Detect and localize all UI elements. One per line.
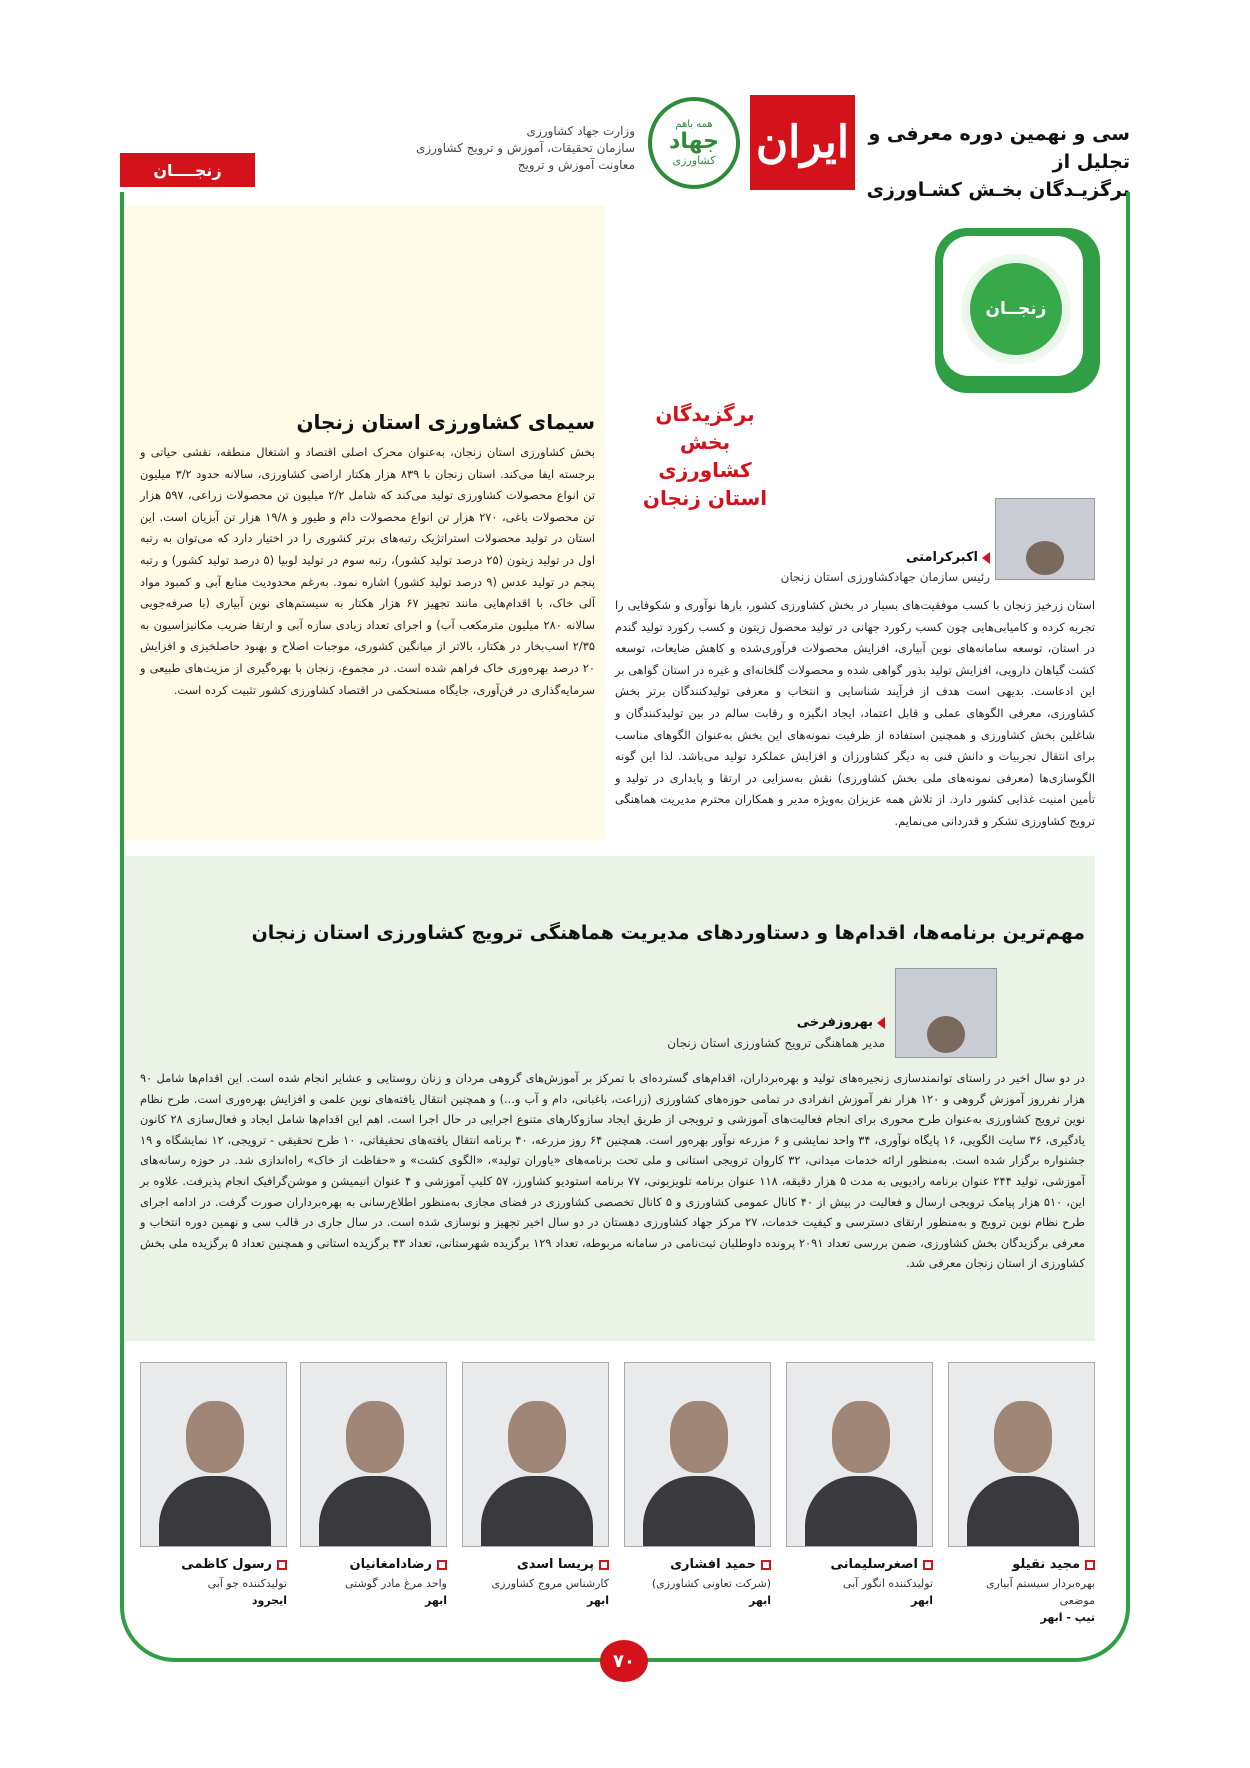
badge-label: زنجــان [970,263,1062,355]
checkbox-icon [761,1560,771,1570]
checkbox-icon [277,1560,287,1570]
winner-city: ابهر [586,1594,609,1607]
winner-card [140,1362,287,1609]
ministry-block [405,123,635,174]
ministry-line3: معاونت آموزش و ترویج [517,158,635,172]
checkbox-icon [437,1560,447,1570]
marker-icon [877,1017,885,1029]
winner-name: رسول کاظمی [140,1557,287,1572]
winner-city: ابهر [424,1594,447,1607]
feature-title-line3: استان زنجان [642,486,768,510]
checkbox-icon [1085,1560,1095,1570]
feature-title-line2: بخش کشاورزی [658,430,752,482]
person1-text: استان زرخیز زنجان با کسب موفقیت‌های بسیار در بخش کشاورزی کشور، بارها نوآوری و شکوفایی را تجربه کرده و کامیابی‌هایی چون کسب رکورد جهانی در تولید محصول زیتون و کسب رکورد تولید گندم در استان، توسعه سامانه‌های نوین آبیاری، افزایش محصولات فرآوری‌شده و کاهش ضایعات، توسعه کشت گیاهان دارویی، افزایش تولید بذور گواهی شده و محصولات گلخانه‌ای و غیره در استان گواهی بر این ادعاست. بدیهی است هدف از فرآیند شناسایی و انتخاب و معرفی تولیدکنندگان برتر بخش کشاورزی، معرفی الگوهای عملی و قابل اعتماد، ایجاد انگیزه و رقابت سالم در بین تولیدکنندگان و شاغلین بخش کشاورزی و همچنین استفاده از ظرفیت نمونه‌های این بخش به‌عنوان الگوهای مناسب برای انتقال تجربیات و دانش فنی به دیگر کشاورزان و افزایش عملکرد تولید می‌باشد. لذا این گونه الگوسازی‌ها (معرفی نمونه‌های ملی بخش کشاورزی) نقش به‌سزایی در ارتقا و پایداری در تولید و تأمین امنیت غذایی کشور دارد. از تلاش همه عزیزان به‌ویژه مدیر و همکاران محترم مدیریت هماهنگی ترویج کشاورزی تشکر و قدردانی می‌نمایم. [615,598,1095,828]
person2-name: بهروزفرخی [700,1015,885,1030]
winner-desc: بهره‌بردار سیستم آبیاری موضعی [985,1577,1095,1607]
winner-name: رضادامغانیان [300,1557,447,1572]
person1-photo [995,498,1095,580]
winner-photo [300,1362,447,1547]
page-number: ۷۰ [600,1640,648,1682]
jahad-logo-bot: کشاورزی [672,154,716,167]
winner-photo [948,1362,1095,1547]
winner-city: ابهر [910,1594,933,1607]
winner-name: حمید افشاری [624,1557,771,1572]
iran-logo: ایران [750,95,855,190]
winner-name: پریسا اسدی [462,1557,609,1572]
winner-name: اصغرسلیمانی [786,1557,933,1572]
person1-name: اکبرکرامتی [820,550,990,565]
feature-title-line1: برگزیدگان [655,402,755,426]
winner-desc: کارشناس مروج کشاورزی [491,1577,609,1590]
winner-photo [624,1362,771,1547]
winner-card [786,1362,933,1609]
winner-card [948,1362,1095,1626]
winner-card [300,1362,447,1609]
winner-desc: واحد مرغ مادر گوشتی [344,1577,447,1590]
winner-name: مجید نقیلو [948,1557,1095,1572]
person2-role: مدیر هماهنگی ترویج کشاورزی استان زنجان [667,1036,885,1050]
page-header [120,95,1130,200]
band-text: در دو سال اخیر در راستای توانمندسازی زنجیره‌های تولید و بهره‌برداران، اقدام‌های گسترده‌ای با تمرکز بر آموزش‌های گروهی مردان و زنان روستایی و عشایر انجام شده است. این اقدام‌ها شامل ۹۰ هزار نفرروز آموزش گروهی و ۱۲۰ هزار نفر آموزش انفرادی در تمامی حوزه‌های کشاورزی (زراعت، باغبانی، دام و آب و...) و همچنین انتقال یافته‌های نوین علمی و افزایش بهره‌وری است. طرح نظام نوین ترویج کشاورزی به‌عنوان طرح محوری برای انجام فعالیت‌های آموزشی و ترویجی از طریق ایجاد سازوکارهای متنوع اجرایی در حال اجرا است. اهم این اقدام‌ها شامل ایجاد و فعال‌سازی ۲۸ کانون یادگیری، ۳۶ سایت الگویی، ۱۶ پایگاه نوآوری، ۳۴ واحد نمایشی و ۶ مزرعه نوآور بهره‌ور است. همچنین ۶۴ روز مزرعه، ۴۰ برنامه انتقال یافته‌های تحقیقاتی، ۱۰ طرح تحقیقی - ترویجی، ۱۲ نمایشگاه و ۱۹ جشنواره برگزار شده است. به‌منظور ارائه خدمات میدانی، ۳۲ کاروان ترویجی استانی و ملی تحت برنامه‌های «یاوران تولید»، «الگوی کشت» و «حفاظت از خاک» راه‌اندازی شد. در حوزه رسانه‌های آموزشی، تولید ۲۴۴ عنوان برنامه رادیویی به مدت ۵ هزار دقیقه، ۱۱۸ عنوان برنامه تلویزیونی، ۷۷ برنامه استودیو کشاورز، ۵۷ کلیپ آموزشی و ۴ عنوان انیمیشن و موشن‌گرافیک انجام پذیرفت. علاوه بر این، ۵۱۰ هزار پیامک ترویجی ارسال و فعالیت در بیش از ۴۰ کانال عمومی کشاورزی و ۵ کانال تخصصی کشاورزی در فضای مجازی به‌منظور اطلاع‌رسانی به بهره‌برداران صورت گرفت. در ادامه اجرای طرح نظام نوین ترویج و به‌منظور ارتقای دسترسی و کیفیت خدمات، ۲۷ مرکز جهاد کشاورزی دهستان در دو سال اخیر تجهیز و نوسازی شده است. در سال جاری در قالب سی و نهمین دوره انتخاب و معرفی برگزیدگان بخش کشاورزی، ضمن بررسی تعداد ۲۰۹۱ پرونده داوطلبان ثبت‌نامی در سامانه مربوطه، تعداد ۱۲۹ برگزیده شهرستانی، تعداد ۴۳ برگزیده استانی و همچنین تعداد ۵ برگزیده ملی بخش کشاورزی از استان زنجان معرفی شد. [140,1071,1086,1271]
winner-desc: تولیدکننده جو آبی [207,1577,287,1590]
ministry-line2: سازمان تحقیقات، آموزش و ترویج کشاورزی [415,141,635,155]
jahad-logo-mid: جهاد [669,129,719,154]
ministry-line1: وزارت جهاد کشاورزی [526,124,635,138]
checkbox-icon [599,1560,609,1570]
marker-icon [982,552,990,564]
winner-city: ایجرود [251,1594,287,1607]
winner-city: تیپ - ابهر [1040,1611,1095,1624]
jahad-logo-top: همه باهم [675,119,713,130]
checkbox-icon [923,1560,933,1570]
winner-photo [140,1362,287,1547]
province-badge [935,228,1100,393]
winner-desc: (شرکت تعاونی کشاورزی) [651,1577,771,1590]
person2-photo [895,968,997,1058]
header-title-line2: برگزیـدگان بخـش کشـاورزی [866,179,1130,201]
sima-title: سیمای کشاورزی استان زنجان [296,410,595,434]
winner-desc: تولیدکننده انگور آبی [842,1577,933,1590]
band-title: مهم‌ترین برنامه‌ها، اقدام‌ها و دستاوردهای مدیریت هماهنگی ترویج کشاورزی استان زنجان [251,922,1085,944]
sima-body: بخش کشاورزی استان زنجان، به‌عنوان محرک اصلی اقتصاد و اشتغال منطقه، نقشی حیاتی و برجسته ایفا می‌کند. استان زنجان با ۸۳۹ هزار هکتار اراضی کشاورزی، سالانه حدود ۳/۲ میلیون تن انواع محصولات کشاورزی تولید می‌کند که شامل ۲/۲ میلیون تن محصولات زراعی، ۵۹۷ هزار تن محصولات باغی، ۲۷۰ هزار تن انواع محصولات دام و طیور و ۱۹/۸ هزار تن آبزیان است. این استان در تولید محصولات استراتژیک رتبه‌های برتر کشوری را در اختیار دارد که می‌توان به رتبه اول در تولید زیتون (۲۵ درصد تولید کشور)، رتبه سوم در تولید لوبیا (۵ درصد تولید کشور) و رتبه پنجم در تولید عدس (۹ درصد تولید کشور) اشاره نمود. به‌رغم محدودیت منابع آبی و کمبود مواد آلی خاک، با اقدام‌هایی مانند تجهیز ۶۷ هزار هکتار به سیستم‌های نوین آبیاری (با صرفه‌جویی سالانه ۲۸۰ میلیون مترمکعب آب) و اجرای تعداد زیادی سازه آبی و ارتقا ضریب مکانیزاسیون به ۲/۳۵ اسب‌بخار در هکتار، بالاتر از میانگین کشوری، موجبات اصلاح و بهبود حاصلخیزی و افزایش ۲۰ درصد بهره‌وری خاک فراهم شده است. در مجموع، زنجان با بهره‌گیری از مزیت‌های طبیعی و سرمایه‌گذاری در فن‌آوری، جایگاه مستحکمی در اقتصاد کشاورزی کشور تثبیت کرده است. [140,445,596,697]
winner-city: ابهر [748,1594,771,1607]
province-tag: زنجــــان [120,153,255,187]
winner-card [462,1362,609,1609]
feature-title [630,400,780,512]
jahad-keshavarzi-logo [648,97,740,189]
person1-role: رئیس سازمان جهادکشاورزی استان زنجان [780,570,990,584]
winner-photo [462,1362,609,1547]
header-title-line1: سی و نهمین دوره معرفی و تجلیل از [868,123,1130,173]
winner-card [624,1362,771,1609]
winners-row [140,1362,1095,1642]
winner-photo [786,1362,933,1547]
